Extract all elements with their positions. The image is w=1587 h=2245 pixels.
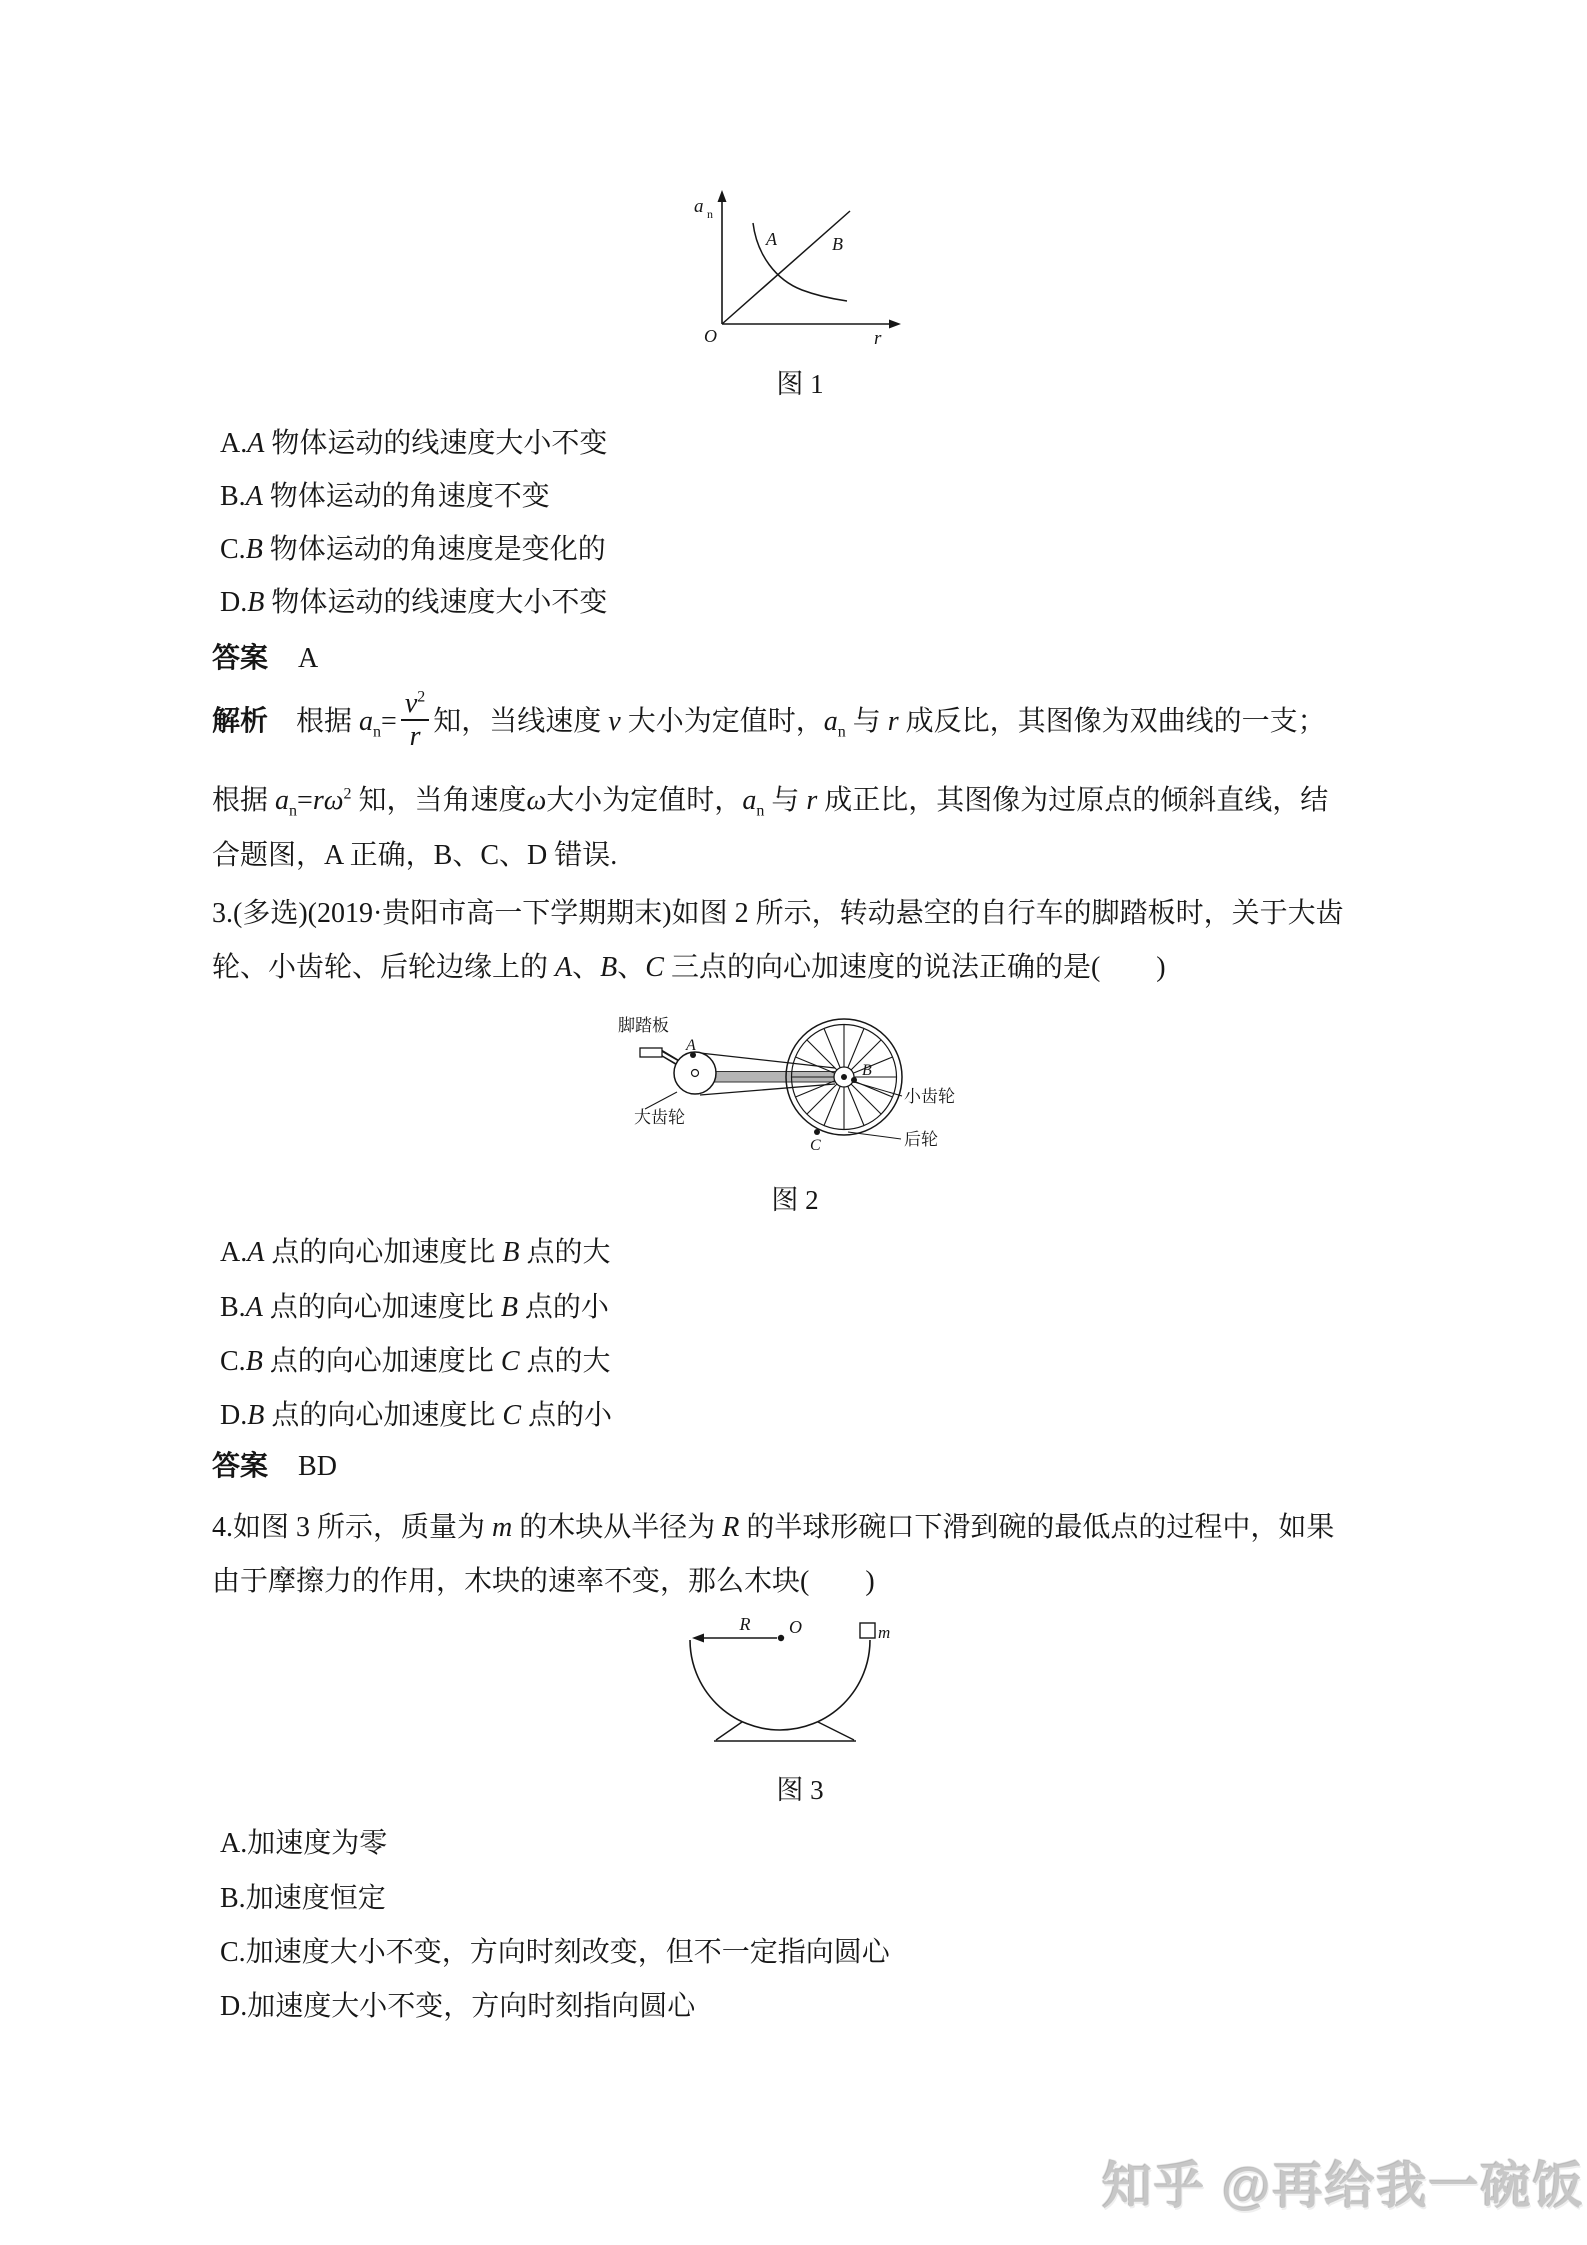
stem-text: 的半球形碗口下滑到碗的最低点的过程中，如果 xyxy=(739,1512,1335,1543)
point-B-label: B xyxy=(862,1062,872,1079)
point-C-dot xyxy=(814,1129,820,1135)
option-text: 点的向心加速度比 xyxy=(262,1292,501,1323)
radius-label: R xyxy=(739,1616,751,1634)
var-A: A xyxy=(555,952,573,983)
sub-n: n xyxy=(289,802,298,820)
option-key: B. xyxy=(220,1292,246,1323)
small-gear-label: 小齿轮 xyxy=(904,1087,955,1106)
point-C-label: C xyxy=(810,1137,821,1154)
option-var: A xyxy=(247,1237,265,1268)
q4-option-c xyxy=(220,1935,890,1970)
option-key: C. xyxy=(220,1937,246,1968)
equals-sign: = xyxy=(297,785,313,816)
sub-n: n xyxy=(756,802,765,820)
pedal-label: 脚踏板 xyxy=(618,1016,669,1035)
stem-text: 的木块从半径为 xyxy=(512,1512,723,1543)
sup-2: 2 xyxy=(343,785,352,803)
q2-option-b xyxy=(220,479,550,514)
hub-dot xyxy=(841,1074,847,1080)
var-a: a xyxy=(359,705,374,737)
var-r: r xyxy=(312,785,324,816)
option-var: C xyxy=(502,1400,522,1431)
option-key: B. xyxy=(220,1883,246,1914)
fraction-denominator xyxy=(401,721,429,751)
option-key: D. xyxy=(220,587,248,618)
option-text: 物体运动的线速度大小不变 xyxy=(264,428,608,459)
q4-stem-line1 xyxy=(212,1510,1334,1545)
rear-wheel-label: 后轮 xyxy=(904,1130,938,1149)
option-key: A. xyxy=(220,1237,248,1268)
figure-2-caption: 图 2 xyxy=(771,1185,819,1215)
sup-2: 2 xyxy=(417,688,426,706)
option-text: 物体运动的角速度不变 xyxy=(262,481,550,512)
rear-wheel-leader xyxy=(848,1132,901,1139)
option-text: 物体运动的角速度是变化的 xyxy=(262,534,606,565)
option-key: D. xyxy=(220,1991,248,2022)
option-text: 点的小 xyxy=(517,1292,609,1323)
y-axis-label: a xyxy=(694,196,704,217)
option-text: 点的向心加速度比 xyxy=(264,1237,503,1268)
center-O-label: O xyxy=(789,1617,802,1637)
option-text: 加速度恒定 xyxy=(245,1883,386,1914)
stem-text: 、 xyxy=(572,952,601,983)
analysis-text: 根据 xyxy=(296,705,360,737)
sub-n: n xyxy=(373,723,382,741)
q2-option-d xyxy=(220,585,607,620)
option-key: D. xyxy=(220,1400,248,1431)
stem-text: 、 xyxy=(617,952,646,983)
q4-option-a xyxy=(220,1826,387,1861)
q3-stem-line1: 3.(多选)(2019·贵阳市高一下学期期末)如图 2 所示，转动悬空的自行车的脚踏板时，关于大齿 xyxy=(212,898,1344,929)
var-B: B xyxy=(600,952,618,983)
answer-value: BD xyxy=(298,1451,337,1482)
option-var: C xyxy=(500,1346,520,1377)
answer-value: A xyxy=(298,643,319,674)
option-var: B xyxy=(500,1292,518,1323)
var-C: C xyxy=(645,952,664,983)
var-r: r xyxy=(409,721,421,753)
q2-option-c xyxy=(220,532,606,567)
option-text: 点的大 xyxy=(519,1237,611,1268)
q4-option-b xyxy=(220,1881,386,1916)
q2-option-a xyxy=(220,426,607,461)
x-axis-label: r xyxy=(874,328,882,346)
var-a: a xyxy=(742,785,757,816)
var-a: a xyxy=(275,785,290,816)
analysis-text: 成反比，其图像为双曲线的一支； xyxy=(898,705,1326,737)
var-m: m xyxy=(492,1512,513,1543)
answer-label: 答案 xyxy=(212,1450,269,1481)
q2-analysis-line3: 合题图，A 正确，B、C、D 错误. xyxy=(212,840,618,871)
option-var: B xyxy=(245,1346,263,1377)
fraction-v2-over-r xyxy=(401,689,429,752)
curve-B-label: B xyxy=(832,234,843,254)
big-gear-label: 大齿轮 xyxy=(634,1108,685,1127)
option-text: 加速度大小不变，方向时刻改变，但不一定指向圆心 xyxy=(245,1937,890,1968)
answer-label: 答案 xyxy=(212,642,269,673)
analysis-text: 大小为定值时， xyxy=(620,705,824,737)
option-text: 加速度大小不变，方向时刻指向圆心 xyxy=(247,1991,696,2022)
y-axis-arrow-icon xyxy=(718,190,727,202)
chain-top xyxy=(700,1053,835,1068)
figure-3-caption: 图 3 xyxy=(776,1775,824,1805)
option-var: B xyxy=(502,1237,520,1268)
option-key: C. xyxy=(220,1346,246,1377)
option-text: 点的向心加速度比 xyxy=(264,1400,503,1431)
stand-right-slant xyxy=(818,1722,854,1740)
pedal xyxy=(640,1048,662,1057)
origin-label: O xyxy=(704,326,717,346)
x-axis-arrow-icon xyxy=(889,320,901,329)
var-omega: ω xyxy=(526,785,547,816)
var-v: v xyxy=(608,705,621,737)
watermark: 知乎 @再给我一碗饭 xyxy=(1102,2158,1585,2214)
block-m-label: m xyxy=(878,1623,891,1642)
option-key: C. xyxy=(220,534,246,565)
curve-A-label: A xyxy=(766,229,777,249)
figure-1-graph xyxy=(680,128,960,346)
line-B xyxy=(722,211,850,324)
option-key: B. xyxy=(220,481,246,512)
option-var: A xyxy=(245,1292,263,1323)
option-text: 物体运动的线速度大小不变 xyxy=(264,587,608,618)
stem-text: 4.如图 3 所示，质量为 xyxy=(212,1512,493,1543)
option-text: 点的大 xyxy=(519,1346,611,1377)
figure-2-bicycle xyxy=(600,1000,1000,1172)
option-var: B xyxy=(245,534,263,565)
analysis-label: 解析 xyxy=(212,704,269,736)
analysis-text: 与 xyxy=(764,785,807,816)
big-gear-leader xyxy=(645,1092,677,1109)
option-text: 点的小 xyxy=(521,1400,613,1431)
q4-option-d xyxy=(220,1989,695,2024)
q2-analysis-line2 xyxy=(212,783,1328,818)
stem-text: 轮、小齿轮、后轮边缘上的 xyxy=(212,952,556,983)
option-key: A. xyxy=(220,428,248,459)
sub-n: n xyxy=(837,723,846,741)
option-var: B xyxy=(247,1400,265,1431)
crank-bolt xyxy=(692,1070,699,1077)
figure-3-bowl xyxy=(650,1616,940,1774)
bowl-arc xyxy=(690,1640,870,1730)
q3-stem-line2 xyxy=(212,950,1166,985)
analysis-text: 成正比，其图像为过原点的倾斜直线，结 xyxy=(817,785,1329,816)
option-var: A xyxy=(245,481,263,512)
var-v: v xyxy=(404,688,418,719)
option-var: A xyxy=(247,428,265,459)
q3-option-c xyxy=(220,1344,611,1379)
option-key: A. xyxy=(220,1828,248,1859)
fraction-numerator xyxy=(401,689,429,721)
option-text: 点的向心加速度比 xyxy=(262,1346,501,1377)
var-R: R xyxy=(722,1512,740,1543)
figure-1-caption: 图 1 xyxy=(776,369,824,399)
radius-arrow-icon xyxy=(692,1634,704,1643)
analysis-text: 与 xyxy=(845,705,888,737)
analysis-text: 知，当角速度 xyxy=(351,785,527,816)
y-axis-label-sub: n xyxy=(707,207,713,221)
option-var: B xyxy=(247,587,265,618)
var-omega: ω xyxy=(323,785,344,816)
analysis-text: 知，当线速度 xyxy=(433,705,609,737)
q3-option-b xyxy=(220,1290,609,1325)
q3-option-d xyxy=(220,1398,612,1433)
equals-sign: = xyxy=(381,705,397,737)
q3-option-a xyxy=(220,1235,610,1270)
block-m xyxy=(860,1623,875,1638)
q2-answer-row xyxy=(212,640,318,676)
var-a: a xyxy=(823,705,838,737)
stand-left-slant xyxy=(716,1722,742,1740)
point-A-label: A xyxy=(686,1037,696,1054)
q3-answer-row xyxy=(212,1448,337,1484)
option-text: 加速度为零 xyxy=(247,1828,388,1859)
q4-stem-line2: 由于摩擦力的作用，木块的速率不变，那么木块( ) xyxy=(212,1566,875,1597)
stem-text: 三点的向心加速度的说法正确的是( ) xyxy=(663,952,1166,983)
analysis-text: 根据 xyxy=(212,785,276,816)
q2-analysis-line1 xyxy=(212,688,1326,755)
analysis-text: 大小为定值时， xyxy=(546,785,743,816)
center-O-dot xyxy=(778,1635,784,1641)
var-r: r xyxy=(887,705,899,737)
var-r: r xyxy=(806,785,818,816)
